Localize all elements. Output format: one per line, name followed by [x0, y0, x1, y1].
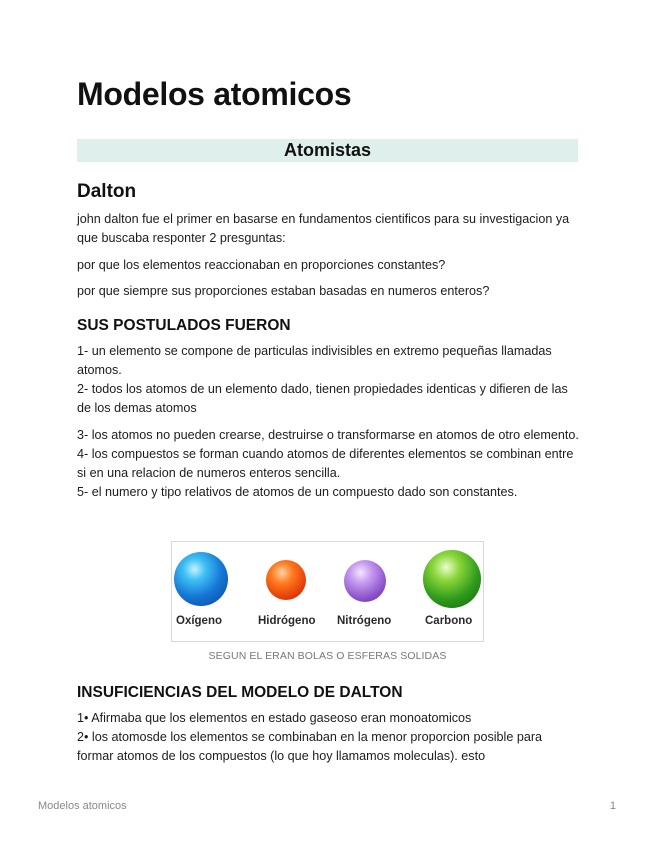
figure-caption: SEGUN EL ERAN BOLAS O ESFERAS SOLIDAS: [208, 650, 447, 662]
postulates-paragraph-2: 3- los atomos no pueden crearse, destruirse o transformarse en atomos de otro elemento. 4- los compuestos se forman cuando atomos de diferentes elementos se combinan entre si en una relacion de numeros enteros sencilla. 5- el numero y tipo relativos de atomos de un compuesto dado son constantes.: [77, 428, 579, 499]
nitrogen-sphere: [344, 560, 386, 602]
intro-paragraph: john dalton fue el primer en basarse en fundamentos cientificos para su investigacion ya que buscaba responter 2 presguntas:: [77, 212, 570, 245]
dalton-heading: Dalton: [77, 181, 137, 202]
postulates-heading: SUS POSTULADOS FUERON: [77, 317, 291, 334]
label-carbono: Carbono: [425, 615, 473, 627]
section-heading-atomistas: Atomistas: [77, 139, 578, 162]
footer-page-number: 1: [609, 800, 616, 812]
label-nitrogeno: Nitrógeno: [337, 615, 392, 627]
footer-document-name: Modelos atomicos: [38, 800, 127, 812]
oxygen-sphere: [174, 552, 228, 606]
postulates-paragraph-1: 1- un elemento se compone de particulas indivisibles en extremo pequeñas llamadas atomos. 2- todos los atomos de un elemento dado, tienen propiedades identicas y difieren de las de los demas atomos: [77, 344, 568, 415]
label-hidrogeno: Hidrógeno: [258, 615, 316, 627]
insufficiencies-paragraph: 1• Afirmaba que los elementos en estado gaseoso eran monoatomicos 2• los atomosde los elementos se combinaban en la menor proporcion posible para formar atomos de los compuestos (lo que hoy llamamos moleculas). esto: [77, 711, 543, 763]
insufficiencies-heading: INSUFICIENCIAS DEL MODELO DE DALTON: [77, 684, 403, 701]
hydrogen-sphere: [266, 560, 306, 600]
carbon-sphere: [423, 550, 481, 608]
atom-spheres-figure: [171, 541, 484, 642]
question-1: por que los elementos reaccionaban en proporciones constantes?: [77, 258, 446, 272]
question-2: por que siempre sus proporciones estaban basadas en numeros enteros?: [77, 284, 490, 298]
label-oxigeno: Oxígeno: [176, 615, 223, 627]
document-title: Modelos atomicos: [77, 76, 352, 112]
